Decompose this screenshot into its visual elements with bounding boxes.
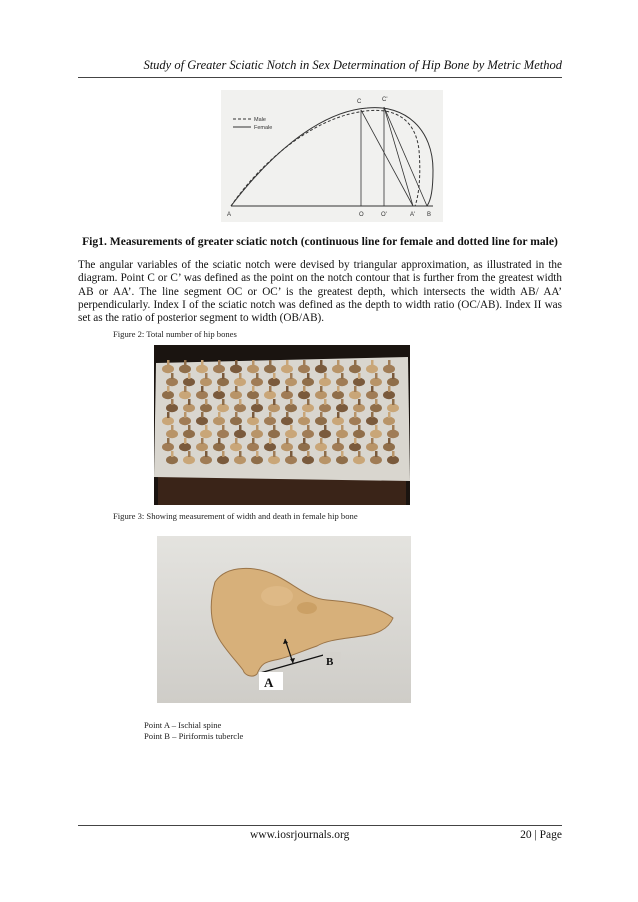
hip-bone-spine (354, 438, 357, 444)
hip-bone-spine (273, 425, 276, 431)
hip-bone (370, 378, 382, 386)
hip-bone (264, 443, 276, 451)
hip-bone (281, 417, 293, 425)
hip-bone-spine (358, 373, 361, 379)
hip-bone-spine (205, 451, 208, 457)
hip-bone (370, 430, 382, 438)
hip-bone (166, 404, 178, 412)
hip-bone-spine (388, 412, 391, 418)
hip-bone (319, 430, 331, 438)
hip-bone-spine (184, 412, 187, 418)
hip-bone-spine (371, 412, 374, 418)
footer-rule (78, 825, 562, 826)
hip-bone (383, 417, 395, 425)
hip-bone-spine (201, 360, 204, 366)
figure-3-legend (144, 720, 243, 742)
hip-bone (315, 417, 327, 425)
hip-bone (353, 378, 365, 386)
hip-bone (230, 365, 242, 373)
hip-bone-spine (286, 438, 289, 444)
hip-bone (247, 391, 259, 399)
hip-bone-spine (171, 451, 174, 457)
hip-bone (166, 456, 178, 464)
point-c: C (357, 99, 362, 105)
hip-bone-spine (222, 399, 225, 405)
hip-bone (332, 443, 344, 451)
hip-bone (251, 456, 263, 464)
hip-bone-spine (218, 438, 221, 444)
hip-bone-spine (337, 412, 340, 418)
hip-bone-spine (388, 386, 391, 392)
hip-bone (234, 456, 246, 464)
hip-bone-spine (290, 451, 293, 457)
hip-bone-spine (269, 438, 272, 444)
hip-bone (366, 443, 378, 451)
hip-bone (196, 443, 208, 451)
hip-bone (349, 417, 361, 425)
hip-bone (183, 404, 195, 412)
hip-bone-spine (358, 451, 361, 457)
hip-bone-spine (188, 373, 191, 379)
hip-bone (349, 365, 361, 373)
hip-bone-spine (167, 386, 170, 392)
hip-bone (268, 404, 280, 412)
point-c-prime: C' (382, 97, 388, 103)
hip-bone-spine (290, 373, 293, 379)
hip-bone-spine (290, 399, 293, 405)
hip-bone-spine (324, 373, 327, 379)
hip-bone-spine (307, 399, 310, 405)
hip-bone (213, 443, 225, 451)
hip-bone (366, 417, 378, 425)
hip-bone (366, 365, 378, 373)
header-rule (78, 77, 562, 78)
hip-bone-spine (239, 451, 242, 457)
figure-2-photo (154, 345, 410, 505)
figure-2-label: Figure 2: Total number of hip bones (113, 329, 237, 339)
hip-bone-spine (171, 425, 174, 431)
hip-bone-spine (354, 412, 357, 418)
hip-bone (332, 365, 344, 373)
point-a-prime: A' (410, 212, 416, 218)
hip-bone-spine (252, 438, 255, 444)
hip-bone (183, 430, 195, 438)
hip-bone-spine (375, 425, 378, 431)
hip-bone-spine (188, 399, 191, 405)
hip-bone-spine (171, 373, 174, 379)
hip-bone (370, 456, 382, 464)
hip-bone (281, 443, 293, 451)
hip-bone-spine (324, 425, 327, 431)
hip-bone (332, 417, 344, 425)
hip-bone (200, 378, 212, 386)
hip-bone-spine (392, 451, 395, 457)
hip-bone-spine (171, 399, 174, 405)
hip-bone-spine (205, 399, 208, 405)
hip-bone-spine (218, 412, 221, 418)
hip-bone-spine (273, 373, 276, 379)
hip-bone (383, 443, 395, 451)
hip-bone-spine (303, 386, 306, 392)
hip-bone (200, 456, 212, 464)
hip-bone (179, 391, 191, 399)
hip-bone-spine (201, 386, 204, 392)
hip-bone (166, 378, 178, 386)
figure-1-caption: Fig1. Measurements of greater sciatic notch (continuous line for female and dotted line for male) (82, 235, 558, 248)
hip-bone (264, 365, 276, 373)
figure-3-label: Figure 3: Showing measurement of width and death in female hip bone (113, 511, 358, 521)
hip-bone (247, 443, 259, 451)
hip-bone (383, 391, 395, 399)
hip-bone-spine (252, 386, 255, 392)
hip-bone-spine (218, 360, 221, 366)
hip-bone (336, 404, 348, 412)
hip-bone (162, 417, 174, 425)
hip-bone-spine (392, 425, 395, 431)
hip-bone (387, 456, 399, 464)
hip-bone-spine (167, 438, 170, 444)
hip-bone (179, 365, 191, 373)
hip-bone (302, 378, 314, 386)
hip-bone-spine (184, 386, 187, 392)
hip-bone (217, 404, 229, 412)
hip-bone-spine (392, 373, 395, 379)
hip-bone-spine (371, 386, 374, 392)
hip-bone (298, 417, 310, 425)
hip-bone (285, 456, 297, 464)
hip-bone-spine (218, 386, 221, 392)
hip-bone-spine (273, 451, 276, 457)
hip-bone (336, 456, 348, 464)
hip-bone (251, 378, 263, 386)
hip-bone-spine (184, 438, 187, 444)
hip-bone (353, 430, 365, 438)
hip-bone (251, 404, 263, 412)
hip-bone-spine (375, 373, 378, 379)
hip-bone (162, 391, 174, 399)
hip-bone (315, 443, 327, 451)
hip-bone (336, 430, 348, 438)
photo-label-a: A (264, 675, 274, 690)
hip-bone-spine (205, 373, 208, 379)
hip-bone (217, 456, 229, 464)
hip-bone-spine (341, 373, 344, 379)
legend-point-a: Point A – Ischial spine (144, 720, 222, 730)
hip-bone (370, 404, 382, 412)
hip-bone (234, 404, 246, 412)
hip-bone-spine (188, 451, 191, 457)
hip-bone-spine (286, 412, 289, 418)
legend-point-b: Point B – Piriformis tubercle (144, 731, 244, 741)
hip-bone (179, 443, 191, 451)
hip-bone (183, 456, 195, 464)
legend-male: Male (254, 117, 266, 123)
hip-bone-spine (256, 451, 259, 457)
hip-bone-spine (354, 386, 357, 392)
hip-bone (285, 378, 297, 386)
hip-bone-spine (256, 425, 259, 431)
hip-bone (298, 365, 310, 373)
hip-bone-spine (303, 360, 306, 366)
hip-bone-spine (307, 451, 310, 457)
hip-bone (285, 404, 297, 412)
hip-bone (200, 430, 212, 438)
hip-bone (230, 417, 242, 425)
hip-bone (213, 391, 225, 399)
point-o: O (359, 212, 364, 218)
hip-bone (264, 391, 276, 399)
hip-bone-spine (252, 412, 255, 418)
hip-bone-spine (307, 373, 310, 379)
hip-bone (319, 378, 331, 386)
hip-bone-spine (205, 425, 208, 431)
hip-bone (196, 417, 208, 425)
hip-bone-spine (371, 438, 374, 444)
hip-bone-spine (290, 425, 293, 431)
hip-bone-spine (222, 451, 225, 457)
hip-bone-spine (239, 373, 242, 379)
hip-bone-spine (324, 399, 327, 405)
hip-bone (387, 404, 399, 412)
hip-bone-spine (303, 438, 306, 444)
hip-bone (183, 378, 195, 386)
hip-bone (247, 417, 259, 425)
hip-bone (366, 391, 378, 399)
hip-bone (302, 404, 314, 412)
hip-bone-spine (375, 399, 378, 405)
hip-bone (268, 430, 280, 438)
hip-bone-spine (358, 425, 361, 431)
hip-bone (268, 456, 280, 464)
hip-bone-spine (188, 425, 191, 431)
hip-bone-spine (341, 425, 344, 431)
hip-bone (349, 391, 361, 399)
hip-bone-spine (239, 399, 242, 405)
hip-bone-spine (392, 399, 395, 405)
hip-bone-spine (324, 451, 327, 457)
hip-bone-spine (201, 412, 204, 418)
hip-bone-spine (222, 425, 225, 431)
hip-bone-spine (388, 360, 391, 366)
hip-bone-spine (341, 451, 344, 457)
hip-bone-spine (235, 360, 238, 366)
hip-bone-spine (320, 412, 323, 418)
hip-bone (234, 430, 246, 438)
hip-bone (387, 378, 399, 386)
figure-3-photo (157, 536, 411, 703)
hip-bone (213, 365, 225, 373)
hip-bone (179, 417, 191, 425)
hip-bone-spine (375, 451, 378, 457)
hip-bone (200, 404, 212, 412)
hip-bone (353, 404, 365, 412)
point-o-prime: O' (381, 212, 387, 218)
hip-bone-spine (371, 360, 374, 366)
hip-bone (251, 430, 263, 438)
footer-website: www.iosrjournals.org (250, 829, 350, 841)
hip-bone (281, 391, 293, 399)
point-b: B (427, 212, 432, 218)
hip-bone-spine (235, 438, 238, 444)
hip-bone (230, 443, 242, 451)
hip-bone (281, 365, 293, 373)
legend-female: Female (254, 125, 273, 131)
running-header: Study of Greater Sciatic Notch in Sex Determination of Hip Bone by Metric Method (143, 58, 562, 72)
hip-bone-spine (358, 399, 361, 405)
hip-bone (162, 443, 174, 451)
hip-bone (162, 365, 174, 373)
hip-bone-spine (239, 425, 242, 431)
body-paragraph: The angular variables of the sciatic notch were devised by triangular approximation, as illustrated in the diagram. Point C or C’ was defined as the point on the notch contour that is further from the greatest width AB or AA’. The line segment OC or OC’ is the greatest depth, which intersects the width AB/ AA’ perpendicularly. Index I of the sciatic notch was defined as the depth to width ratio (OC/AB). Index II was set as the ratio of posterior segment to width (OB/AB). (78, 259, 562, 325)
hip-bone-spine (235, 386, 238, 392)
hip-bone-spine (337, 386, 340, 392)
hip-bone (349, 443, 361, 451)
hip-bone-spine (256, 373, 259, 379)
hip-bone-spine (354, 360, 357, 366)
hip-bone (332, 391, 344, 399)
hip-bone (234, 378, 246, 386)
hip-bone (196, 365, 208, 373)
hip-bone (383, 365, 395, 373)
hip-bone-spine (256, 399, 259, 405)
hip-bone (336, 378, 348, 386)
hip-bone (315, 365, 327, 373)
hip-bone-spine (303, 412, 306, 418)
point-a: A (227, 212, 232, 218)
hip-bone (302, 430, 314, 438)
hip-bone (230, 391, 242, 399)
hip-bone-spine (286, 360, 289, 366)
footer-page-number: 20 | Page (520, 829, 562, 841)
hip-bone-spine (341, 399, 344, 405)
hip-bone (353, 456, 365, 464)
hip-bone-spine (167, 360, 170, 366)
hip-bone (264, 417, 276, 425)
hip-bone (213, 417, 225, 425)
hip-bone-spine (307, 425, 310, 431)
hip-bone-spine (167, 412, 170, 418)
hip-bone (196, 391, 208, 399)
hip-bone-spine (269, 386, 272, 392)
hip-bone (387, 430, 399, 438)
hip-bone-spine (222, 373, 225, 379)
hip-bone (285, 430, 297, 438)
hip-bone-spine (273, 399, 276, 405)
hip-bone-spine (269, 412, 272, 418)
hip-bone (315, 391, 327, 399)
figure-1-diagram (221, 90, 443, 222)
hip-bone (298, 443, 310, 451)
hip-bone (166, 430, 178, 438)
hip-bone-spine (320, 438, 323, 444)
hip-bone-spine (235, 412, 238, 418)
hip-bone-spine (337, 438, 340, 444)
hip-bone (247, 365, 259, 373)
hip-bone-spine (184, 360, 187, 366)
hip-bone (319, 404, 331, 412)
hip-bone-spine (269, 360, 272, 366)
hip-bone-spine (320, 360, 323, 366)
hip-bone-spine (252, 360, 255, 366)
hip-bone (319, 456, 331, 464)
hip-bone (298, 391, 310, 399)
hip-bone-spine (388, 438, 391, 444)
hip-bone-spine (337, 360, 340, 366)
hip-bone (217, 378, 229, 386)
photo-label-b: B (326, 656, 334, 668)
hip-bone (268, 378, 280, 386)
hip-bone (217, 430, 229, 438)
hip-bone-spine (286, 386, 289, 392)
hip-bone-spine (320, 386, 323, 392)
hip-bone (302, 456, 314, 464)
hip-bone-spine (201, 438, 204, 444)
